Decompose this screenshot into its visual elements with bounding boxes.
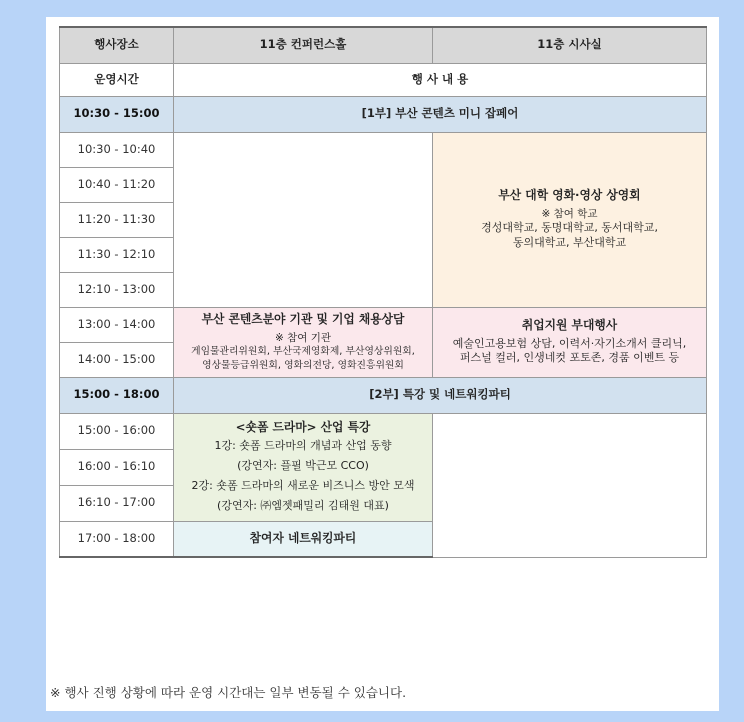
slot-time: 11:30 - 12:10: [60, 237, 174, 272]
support-title: 취업지원 부대행사: [521, 317, 618, 332]
schedule-table: [59, 26, 707, 558]
screening-cell: [433, 132, 707, 307]
lecture-title: <숏폼 드라마> 산업 특강: [235, 420, 371, 435]
footnote: ※ 행사 진행 상황에 따라 운영 시간대는 일부 변동될 수 있습니다.: [50, 685, 407, 700]
content-label: 행 사 내 용: [174, 63, 707, 96]
lecture-line-4: (강연자: ㈜엠젯패밀리 김태원 대표): [217, 498, 389, 512]
slot-time: 13:00 - 14:00: [60, 307, 174, 342]
lecture-line-1: 1강: 숏폼 드라마의 개념과 산업 동향: [214, 439, 392, 453]
slot-time: 15:00 - 16:00: [60, 413, 174, 449]
support-line-1: 예술인고용보험 상담, 이력서·자기소개서 클리닉,: [452, 336, 687, 350]
slot-time: 16:10 - 17:00: [60, 485, 174, 521]
screening-schools-1: 경성대학교, 동명대학교, 동서대학교,: [481, 221, 658, 235]
slot-time: 14:00 - 15:00: [60, 342, 174, 377]
venue-label: 행사장소: [60, 27, 174, 63]
conference-empty-cell: [174, 132, 433, 307]
operation-row: [60, 63, 707, 96]
lecture-line-2: (강연자: 플필 박근모 CCO): [237, 459, 369, 473]
lecture-line-3: 2강: 숏폼 드라마의 새로운 비즈니스 방안 모색: [191, 478, 415, 492]
slot-row: [60, 307, 707, 342]
screening-note: ※ 참여 학교: [541, 208, 598, 221]
recruit-title: 부산 콘텐츠분야 기관 및 기업 채용상담: [201, 312, 405, 327]
slot-time: 10:30 - 10:40: [60, 132, 174, 167]
recruit-note: ※ 참여 기관: [274, 332, 332, 345]
screening-room-empty-cell: [433, 413, 707, 557]
support-cell: [433, 307, 707, 377]
schedule-panel: [46, 17, 719, 711]
recruit-orgs-2: 영상물등급위원회, 영화의전당, 영화진흥위원회: [202, 359, 404, 371]
part2-title: [2부] 특강 및 네트워킹파티: [174, 377, 707, 413]
slot-time: 12:10 - 13:00: [60, 272, 174, 307]
slot-row: [60, 132, 707, 167]
part1-row: [60, 96, 707, 132]
part2-row: [60, 377, 707, 413]
part2-time: 15:00 - 18:00: [60, 377, 174, 413]
screening-title: 부산 대학 영화·영상 상영회: [498, 188, 641, 203]
room-b-header: 11층 시사실: [433, 27, 707, 63]
screening-schools-2: 동의대학교, 부산대학교: [512, 236, 627, 250]
slot-time: 11:20 - 11:30: [60, 202, 174, 237]
recruit-cell: [174, 307, 433, 377]
slot-time: 16:00 - 16:10: [60, 449, 174, 485]
header-row: [60, 27, 707, 63]
networking-title: 참여자 네트워킹파티: [249, 530, 357, 545]
part1-time: 10:30 - 15:00: [60, 96, 174, 132]
lecture-cell: [174, 413, 433, 521]
room-a-header: 11층 컨퍼런스홀: [174, 27, 433, 63]
support-line-2: 퍼스널 컬러, 인생네컷 포토존, 경품 이벤트 등: [459, 351, 680, 365]
slot-time: 17:00 - 18:00: [60, 521, 174, 557]
part1-title: [1부] 부산 콘텐츠 미니 잡페어: [174, 96, 707, 132]
time-label: 운영시간: [60, 63, 174, 96]
slot-time: 10:40 - 11:20: [60, 167, 174, 202]
slot-row: [60, 413, 707, 449]
networking-cell: [174, 521, 433, 557]
recruit-orgs-1: 게임물관리위원회, 부산국제영화제, 부산영상위원회,: [191, 346, 415, 358]
